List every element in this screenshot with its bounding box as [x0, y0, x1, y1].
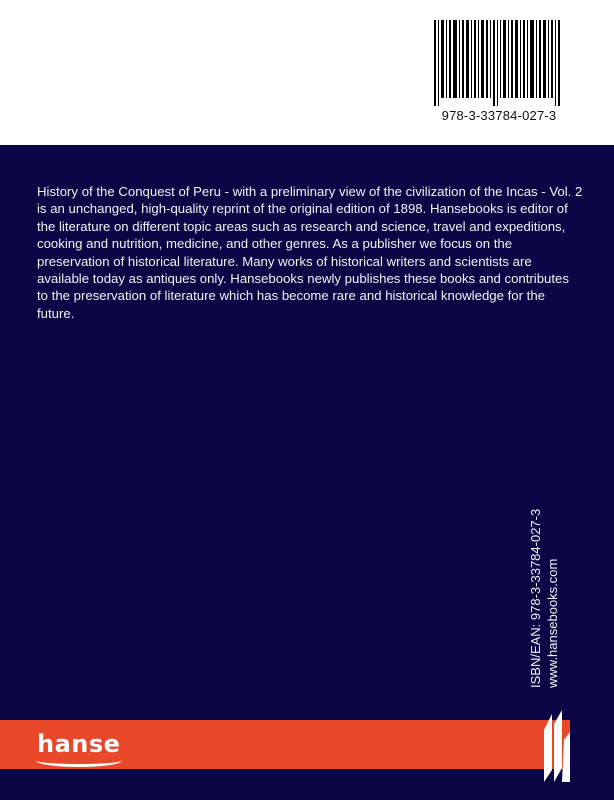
spine-info [527, 488, 561, 688]
book-description: History of the Conquest of Peru - with a preliminary view of the civilization of the Incas - Vol. 2 is an unchanged, high-quality reprint of the original edition of 1898. Hansebooks is editor of the literature on different topic areas such as research and science, travel and expeditions, cooking and nutrition, medicine, and other genres. As a publisher we focus on the preservation of historical literature. Many works of historical writers and scientists are available today as antiques only. Hansebooks newly publishes these books and contributes to the preservation of literature which has become rare and historical knowledge for the future. [37, 184, 583, 321]
barcode-number: 978-3-33784-027-3 [441, 108, 557, 123]
barcode-icon [428, 20, 570, 106]
logo-swoosh [36, 754, 122, 767]
book-stack-icon [540, 710, 570, 782]
website-text: www.hansebooks.com [545, 558, 560, 688]
back-cover-panel [0, 145, 614, 800]
top-band [0, 0, 614, 145]
barcode [424, 16, 574, 124]
isbn-text: ISBN/EAN: 978-3-33784-027-3 [528, 508, 543, 688]
brand-bar [0, 720, 570, 769]
hanse-logo: hanse [37, 730, 121, 758]
